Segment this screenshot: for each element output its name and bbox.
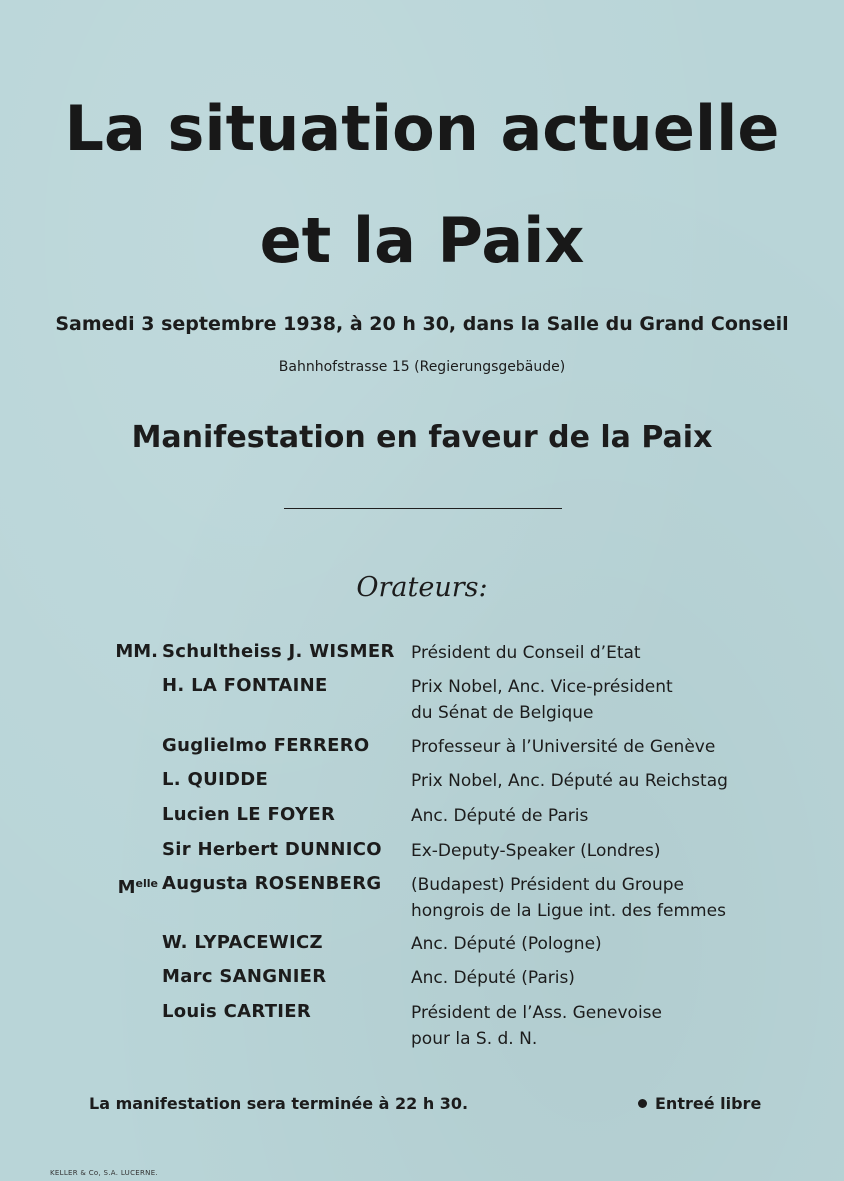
speaker-surname: LA FONTAINE <box>191 675 328 696</box>
speaker-name <box>162 768 268 792</box>
speaker-role-line: (Budapest) Président du Groupe <box>411 875 684 895</box>
speaker-role-line: Professeur à l’Université de Genève <box>411 737 716 757</box>
speaker-role <box>411 674 673 726</box>
end-time-note: La manifestation sera terminée à 22 h 30. <box>89 1094 469 1113</box>
speaker-role <box>411 965 575 991</box>
speaker-role-line: Président de l’Ass. Genevoise <box>411 1003 662 1023</box>
speaker-name <box>162 674 328 698</box>
speaker-role <box>411 931 602 957</box>
speaker-surname: WISMER <box>309 641 395 662</box>
speaker-role-line: Ex-Deputy-Speaker (Londres) <box>411 841 661 861</box>
speaker-role <box>411 768 728 794</box>
speaker-surname: ROSENBERG <box>254 873 382 894</box>
speaker-role <box>411 872 726 924</box>
speaker-name <box>162 965 326 989</box>
title-line-1: La situation actuelle <box>64 92 780 165</box>
speaker-given-name: Schultheiss J. <box>162 641 303 662</box>
bullet-icon <box>638 1099 647 1108</box>
speaker-role-line: Prix Nobel, Anc. Député au Reichstag <box>411 771 728 791</box>
speaker-given-name: Sir Herbert <box>162 839 279 860</box>
speaker-role-line: Anc. Député (Paris) <box>411 968 575 988</box>
speaker-prefix-superscript: elle <box>135 877 158 890</box>
speaker-surname: FERRERO <box>273 735 370 756</box>
speaker-given-name: Augusta <box>162 873 249 894</box>
speaker-role <box>411 838 661 864</box>
speaker-role <box>411 734 715 760</box>
speaker-role-line: pour la S. d. N. <box>411 1029 538 1049</box>
speaker-name <box>162 931 323 955</box>
speaker-name <box>162 803 335 827</box>
event-address: Bahnhofstrasse 15 (Regierungsgebäude) <box>278 359 566 375</box>
speaker-name <box>162 734 369 758</box>
entry-note-text: Entreé libre <box>655 1094 762 1113</box>
speaker-given-name: L. <box>162 769 181 790</box>
speaker-role-line: Président du Conseil d’Etat <box>411 643 641 663</box>
divider-rule <box>284 508 562 509</box>
speaker-name <box>162 640 395 664</box>
title-line-2: et la Paix <box>259 204 585 277</box>
speaker-name <box>162 872 381 896</box>
speaker-given-name: Lucien <box>162 804 230 825</box>
speaker-surname: LE FOYER <box>236 804 336 825</box>
speaker-given-name: W. <box>162 932 188 953</box>
orateurs-heading: Orateurs: <box>356 572 488 603</box>
speaker-prefix-main: M <box>117 877 136 898</box>
speaker-surname: SANGNIER <box>219 966 327 987</box>
speaker-given-name: Louis <box>162 1001 218 1022</box>
speaker-surname: CARTIER <box>223 1001 312 1022</box>
speaker-role <box>411 640 641 666</box>
speaker-role-line: du Sénat de Belgique <box>411 703 594 723</box>
speaker-surname: QUIDDE <box>187 769 269 790</box>
event-date-line: Samedi 3 septembre 1938, à 20 h 30, dans la Salle du Grand Conseil <box>55 313 789 335</box>
speaker-role <box>411 1000 662 1052</box>
speaker-prefix <box>118 872 158 900</box>
printer-imprint: KELLER & Co, S.A. LUCERNE. <box>50 1169 158 1177</box>
speaker-prefix: MM. <box>115 641 158 662</box>
speaker-role-line: Anc. Député de Paris <box>411 806 589 826</box>
speaker-surname: DUNNICO <box>284 839 382 860</box>
speaker-name <box>162 838 382 862</box>
event-subtitle: Manifestation en faveur de la Paix <box>131 420 713 455</box>
entry-note <box>638 1094 761 1113</box>
speaker-role-line: Anc. Député (Pologne) <box>411 934 602 954</box>
speaker-given-name: Marc <box>162 966 213 987</box>
speaker-role-line: hongrois de la Ligue int. des femmes <box>411 901 726 921</box>
speaker-surname: LYPACEWICZ <box>194 932 323 953</box>
speaker-given-name: H. <box>162 675 185 696</box>
speaker-name <box>162 1000 311 1024</box>
speaker-role-line: Prix Nobel, Anc. Vice-président <box>411 677 673 697</box>
speaker-given-name: Guglielmo <box>162 735 268 756</box>
speaker-role <box>411 803 588 829</box>
